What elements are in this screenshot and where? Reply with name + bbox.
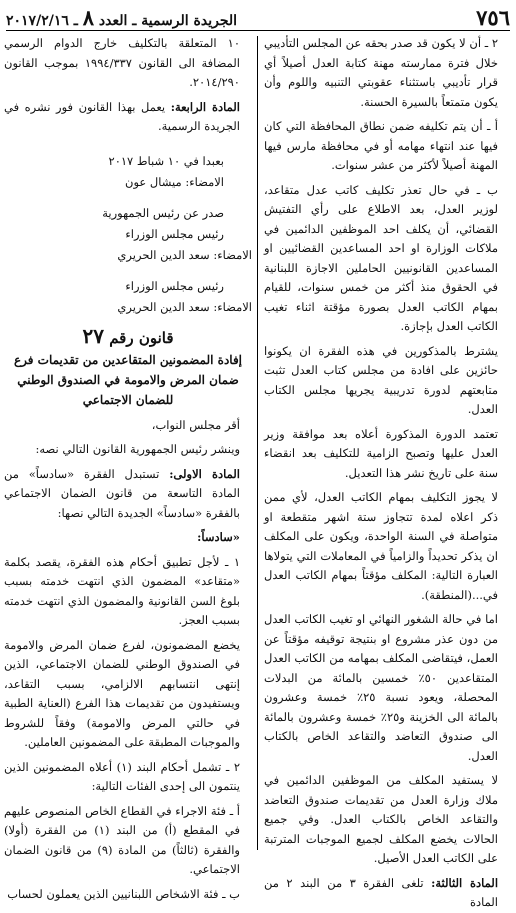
article-label: المادة الثالثة: [431, 875, 499, 890]
article-text: تستبدل الفقرة «سادساً» من المادة التاسعة من قانون الضمان الاجتماعي بالفقرة «سادساً» الجديدة التالي نصها: [4, 466, 240, 520]
signature-title: رئيس مجلس الوزراء [125, 226, 224, 241]
right-column [264, 34, 510, 909]
sixth-heading: «سادساً: [197, 530, 240, 544]
issue-number: ٨ [82, 4, 95, 30]
paragraph: ب ـ فئة الاشخاص اللبنانيين الذين يعملون لحساب [7, 886, 240, 901]
article-three [264, 874, 510, 913]
signature-line: الامضاء: سعد الدين الحريري [117, 247, 252, 262]
header-title [6, 5, 237, 30]
article-text: يعمل بهذا القانون فور نشره في الجريدة الرسمية. [4, 99, 240, 133]
article-label: المادة الاولى: [169, 466, 240, 481]
paragraph: ١٠ المتعلقة بالتكليف خارج الدوام الرسمي المضافة الى القانون ١٩٩٤/٣٣٧ بموجب القانون ٢٠١٤/٢٩٠. [4, 36, 240, 89]
paragraph: أ ـ أن يتم تكليفه ضمن نطاق المحافظة التي كان فيها عند انتهاء مهامه أو في محافظة مارس فيها المهنة أصيلاً لأكثر من عشر سنوات. [264, 119, 498, 172]
article-label: المادة الرابعة: [170, 99, 241, 114]
article-four [4, 98, 252, 137]
paragraph: ب ـ في حال تعذر تكليف كاتب عدل متقاعد، لوزير العدل، بعد الاطلاع على رأي التفتيش القضائي، أن يكلف احد الموظفين الدائمين في ملاكات الوزارة او احد المساعدين القضائيين او المساعدين القانونيين الحاملين الاجازة اللبنانية في الحقوق منذ أكثر من خمس سنوات، للقيام بمهام الكاتب العدل بصورة مؤقتة اثناء تغيب الكاتب العدل بإجازة. [264, 182, 498, 333]
paragraph: يخضع المضمونون، لفرع ضمان المرض والامومة في الصندوق الوطني للضمان الاجتماعي، الذين إنتهى انتسابهم الالزامي، بسبب التقاعد، ويستفيدون من تقديمات هذا الفرع (العناية الطبية في حالتي المرض والامومة) وفقاً للشروط والموجبات المطبقة على المضمونين العاملين. [4, 637, 240, 749]
paragraph: ٢ ـ تشمل أحكام البند (١) أعلاه المضمونين الذين ينتمون الى إحدى الفئات التالية: [4, 759, 241, 793]
paragraph: أ ـ فئة الاجراء في القطاع الخاص المنصوص عليهم في المقطع (أ) من البند (١) من الفقرة (أولا) والفقرة (ثالثاً) من المادة (٩) من قانون الضمان الاجتماعي. [4, 803, 240, 876]
signature-issued-by: صدر عن رئيس الجمهورية [102, 205, 224, 220]
signature-title: رئيس مجلس الوزراء [125, 278, 224, 293]
paragraph: ١ ـ لأجل تطبيق أحكام هذه الفقرة، يقصد بكلمة «متقاعد» المضمون الذي انتهت خدمته بسبب بلوغ السن القانونية والمضمون الذي انتهت خدمته بسبب العجز. [4, 554, 240, 627]
signature-line: الامضاء: ميشال عون [125, 174, 224, 189]
law-number-label: قانون رقم [109, 328, 174, 347]
paragraph: أقر مجلس النواب، [151, 417, 240, 432]
paragraph: لا يجوز التكليف بمهام الكاتب العدل، لأي ممن ذكر اعلاه لمدة تتجاوز ستة اشهر متقطعة او متواصلة في السنة الواحدة، ويكون على المكلف ان يذكر تحديداً والزامياً في المعاملات التي يتولاها العبارة التالية: المكلف مؤقتاً بمهام الكاتب العدل في...(المنطقة). [264, 490, 498, 602]
paragraph: تعتمد الدورة المذكورة أعلاه بعد موافقة وزير العدل عليها وتصبح الزامية للتكليف بعد انقضاء سنة على تاريخ نشر هذا التعديل. [264, 426, 498, 480]
law-title: إفادة المضمونين المتقاعدين من تقديمات فرع ضمان المرض والامومة في الصندوق الوطني للضمان الاجتماعي [13, 352, 243, 407]
column-divider [257, 36, 258, 850]
signature-place-date: بعبدا في ١٠ شباط ٢٠١٧ [108, 153, 224, 168]
paragraph: يشترط بالمذكورين في هذه الفقرة ان يكونوا حائزين على افادة من مجلس كتاب العدل تثبت متابعتهم لدورة تدريبية يجريها مجلس الكتاب العدل. [264, 343, 498, 416]
page-header [6, 4, 510, 31]
law-number-value: ٢٧ [82, 323, 104, 348]
article-text: تلغى الفقرة ٣ من البند ٢ من المادة [264, 875, 498, 909]
paragraph: وينشر رئيس الجمهورية القانون التالي نصه: [35, 442, 240, 456]
article-one [4, 465, 252, 524]
journal-name: الجريدة الرسمية ـ العدد [98, 12, 238, 29]
page-number: ٧٥٦ [476, 4, 510, 30]
issue-date: ـ ٢٠١٧/٢/١٦ [6, 12, 78, 29]
law-number [4, 324, 252, 348]
paragraph: ٢ ـ أن لا يكون قد صدر بحقه عن المجلس التأديبي خلال فترة ممارسته مهنة كتابة العدل أصيلاً أي قرار تأديبي باستثناء عقوبتي التنبيه واللوم وأن يكون متمتعاً بالسيرة الحسنة. [264, 36, 498, 109]
signature-line: الامضاء: سعد الدين الحريري [117, 299, 252, 314]
left-column [4, 34, 252, 901]
paragraph: لا يستفيد المكلف من الموظفين الدائمين في ملاك وزارة العدل من تقديمات صندوق التعاضد والتقاعد الخاص بالكتاب العدل. وفي جميع الحالات يخضع المكلف لجميع الموجبات المترتبة على الكاتب العدل الأصيل. [264, 773, 498, 865]
paragraph: اما في حالة الشغور النهائي او تغيب الكاتب العدل من دون عذر مشروع او بنتيجة توقيفه مؤقتاً عن العمل، فيتقاضى المكلف بمهامه من الكاتب العدل المتقاعدين ٥٠٪ خمسين بالمائة من البدلات المحصلة، ويعود نسبة ٢٥٪ خمسة وعشرون بالمائة الى الخزينة و٢٥٪ خمسة وعشرون بالمائة الى صندوق التعاضد والتقاعد الخاص بالكتاب العدل. [264, 612, 498, 763]
